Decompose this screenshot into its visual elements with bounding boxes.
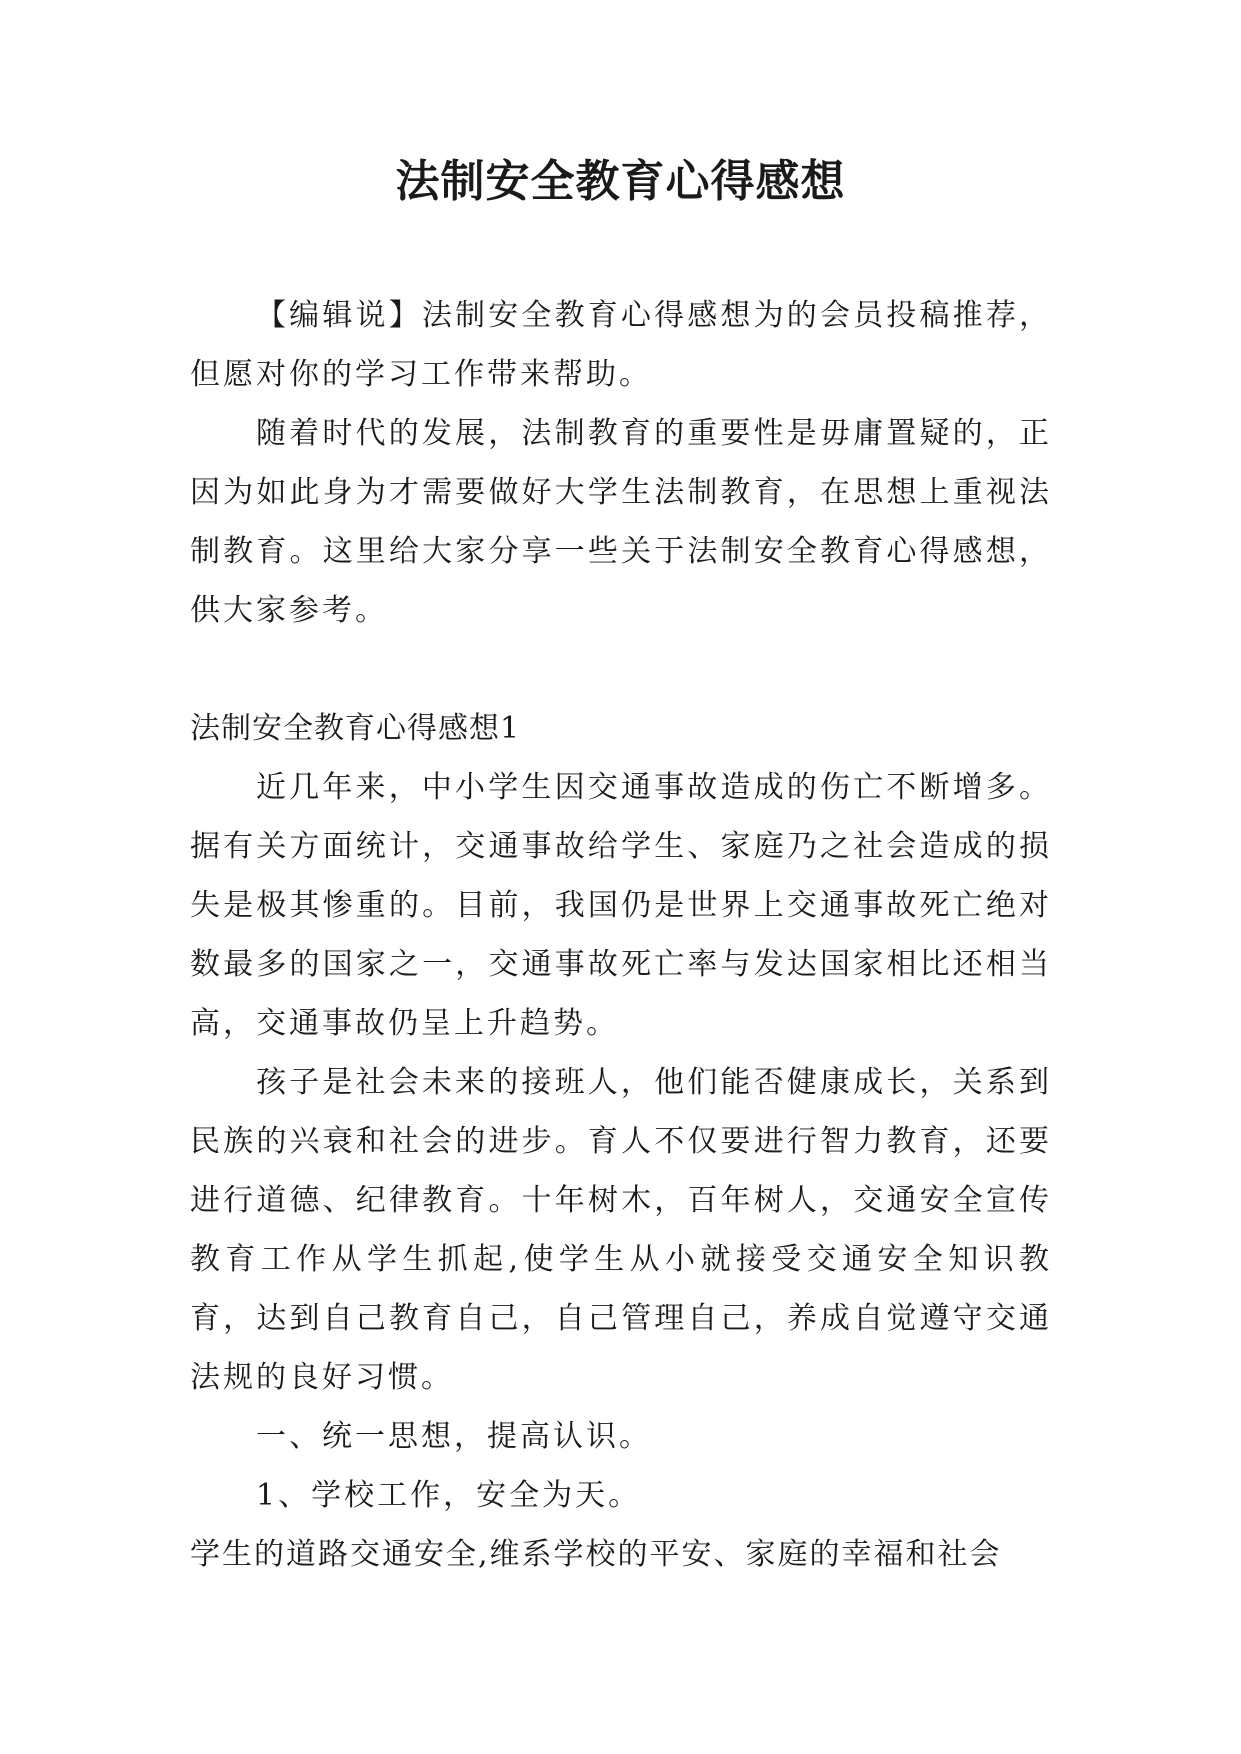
document-title: 法制安全教育心得感想 <box>395 156 846 207</box>
subheading-safety-first: 1、学校工作，安全为天。 <box>256 1478 642 1513</box>
subheading-unify-thinking: 一、统一思想，提高认识。 <box>256 1419 652 1454</box>
paragraph-traffic-accidents: 近几年来，中小学生因交通事故造成的伤亡不断增多。据有关方面统计，交通事故给学生、家庭乃之社会造成的损失是极其惨重的。目前，我国仍是世界上交通事故死亡绝对数最多的国家之一，交通事故死亡率与发达国家相比还相当高，交通事故仍呈上升趋势。 <box>190 770 1052 1041</box>
intro-paragraph: 随着时代的发展，法制教育的重要性是毋庸置疑的，正因为如此身为才需要做好大学生法制教育，在思想上重视法制教育。这里给大家分享一些关于法制安全教育心得感想，供大家参考。 <box>190 416 1052 628</box>
section-heading: 法制安全教育心得感想1 <box>190 711 521 746</box>
paragraph-road-safety-start: 学生的道路交通安全,维系学校的平安、家庭的幸福和社会 <box>190 1537 1002 1572</box>
document-body <box>190 286 1052 1584</box>
intro-editor-note: 【编辑说】法制安全教育心得感想为的会员投稿推荐，但愿对你的学习工作带来帮助。 <box>190 298 1052 392</box>
paragraph-children-future: 孩子是社会未来的接班人，他们能否健康成长，关系到民族的兴衰和社会的进步。育人不仅要进行智力教育，还要进行道德、纪律教育。十年树木，百年树人，交通安全宣传教育工作从学生抓起,使学生从小就接受交通安全知识教育，达到自己教育自己，自己管理自己，养成自觉遵守交通法规的良好习惯。 <box>190 1065 1052 1395</box>
